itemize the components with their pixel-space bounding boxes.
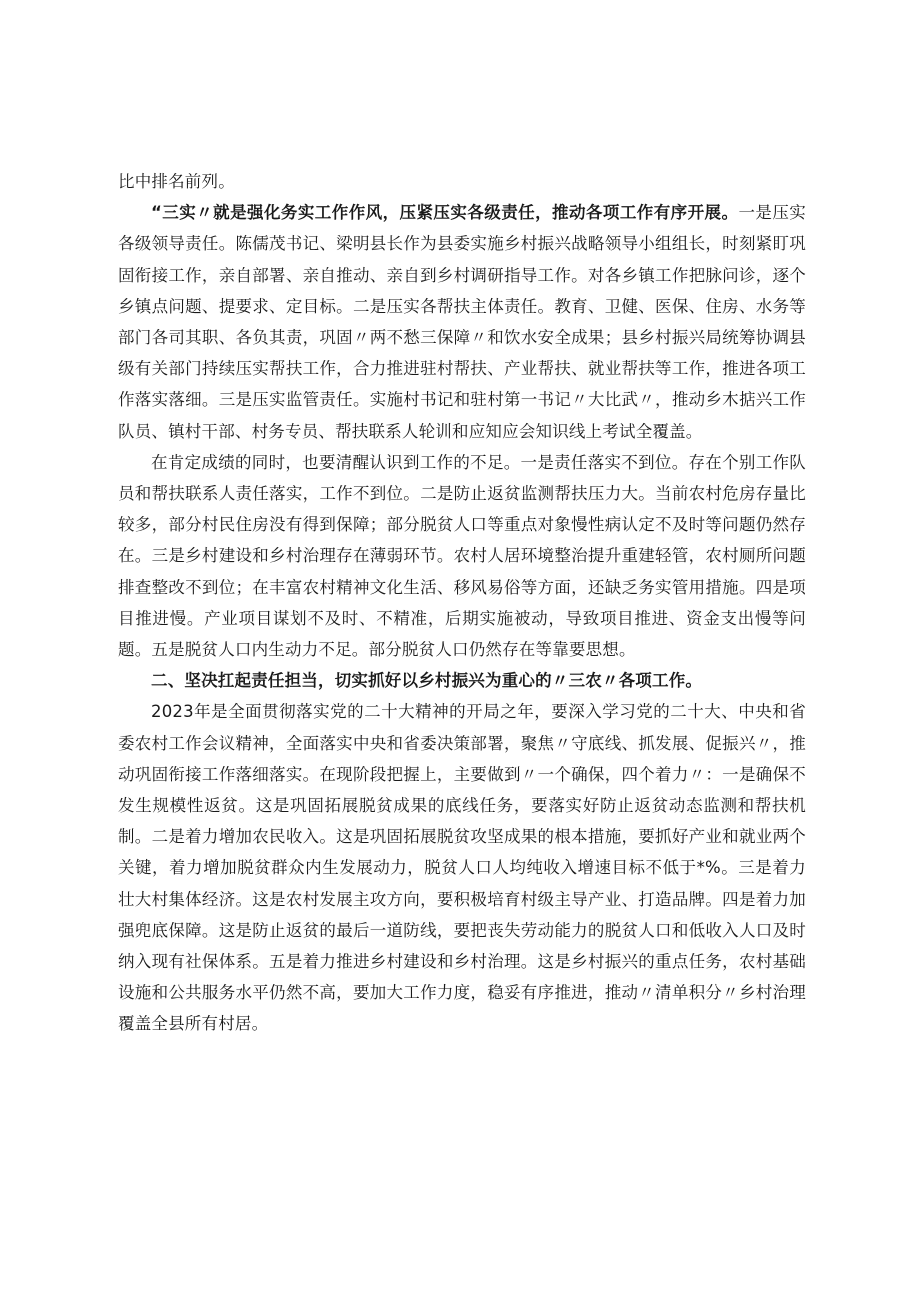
paragraph-3 bbox=[118, 447, 806, 665]
section-heading-2-text: 二、坚决扛起责任担当，切实抓好以乡村振兴为重心的〃三农〃各项工作。 bbox=[151, 671, 703, 691]
document-body bbox=[118, 166, 806, 1040]
paragraph-3-text: 在肯定成绩的同时，也要清醒认识到工作的不足。一是责任落实不到位。存在个别工作队员和帮扶联系人责任落实，工作不到位。二是防止返贫监测帮扶压力大。当前农村危房存量比较多，部分村民住房没有得到保障；部分脱贫人口等重点对象慢性病认定不及时等问题仍然存在。三是乡村建设和乡村治理存在薄弱环节。农村人居环境整治提升重建轻管，农村厕所问题排查整改不到位；在丰富农村精神文化生活、移风易俗等方面，还缺乏务实管用措施。四是项目推进慢。产业项目谋划不及时、不精准，后期实施被动，导致项目推进、资金支出慢等问题。五是脱贫人口内生动力不足。部分脱贫人口仍然存在等靠要思想。 bbox=[118, 452, 806, 660]
paragraph-2-lead: “三实〃就是强化务实工作作风，压紧压实各级责任，推动各项工作有序开展。 bbox=[151, 203, 739, 223]
paragraph-1-text: 比中排名前列。 bbox=[118, 172, 235, 191]
paragraph-5-text: 2023年是全面贯彻落实党的二十大精神的开局之年，要深入学习党的二十大、中央和省委农村工作会议精神，全面落实中央和省委决策部署，聚焦〃守底线、抓发展、促振兴〃，推动巩固衔接工作落细落实。在现阶段把握上，主要做到〃一个确保，四个着力〃：一是确保不发生规模性返贫。这是巩固拓展脱贫成果的底线任务，要落实好防止返贫动态监测和帮扶机制。二是着力增加农民收入。这是巩固拓展脱贫攻坚成果的根本措施，要抓好产业和就业两个关键，着力增加脱贫群众内生发展动力，脱贫人口人均纯收入增速目标不低于*%。三是着力壮大村集体经济。这是农村发展主攻方向，要积极培育村级主导产业、打造品牌。四是着力加强兜底保障。这是防止返贫的最后一道防线，要把丧失劳动能力的脱贫人口和低收入人口及时纳入现有社保体系。五是着力推进乡村建设和乡村治理。这是乡村振兴的重点任务，农村基础设施和公共服务水平仍然不高，要加大工作力度，稳妥有序推进，推动〃清单积分〃乡村治理覆盖全县所有村居。 bbox=[118, 702, 806, 1034]
paragraph-2 bbox=[118, 197, 806, 447]
section-heading-2 bbox=[118, 665, 806, 696]
paragraph-2-text: 一是压实各级领导责任。陈儒茂书记、梁明县长作为县委实施乡村振兴战略领导小组组长，时刻紧盯巩固衔接工作，亲自部署、亲自推动、亲自到乡村调研指导工作。对各乡镇工作把脉问诊，逐个乡镇点问题、提要求、定目标。二是压实各帮扶主体责任。教育、卫健、医保、住房、水务等部门各司其职、各负其责，巩固〃两不愁三保障〃和饮水安全成果；县乡村振兴局统筹协调县级有关部门持续压实帮扶工作，合力推进驻村帮扶、产业帮扶、就业帮扶等工作，推进各项工作落实落细。三是压实监管责任。实施村书记和驻村第一书记〃大比武〃，推动乡木掂兴工作队员、镇村干部、村务专员、帮扶联系人轮训和应知应会知识线上考试全覆盖。 bbox=[118, 203, 806, 441]
paragraph-1 bbox=[118, 166, 806, 197]
paragraph-5 bbox=[118, 696, 806, 1039]
